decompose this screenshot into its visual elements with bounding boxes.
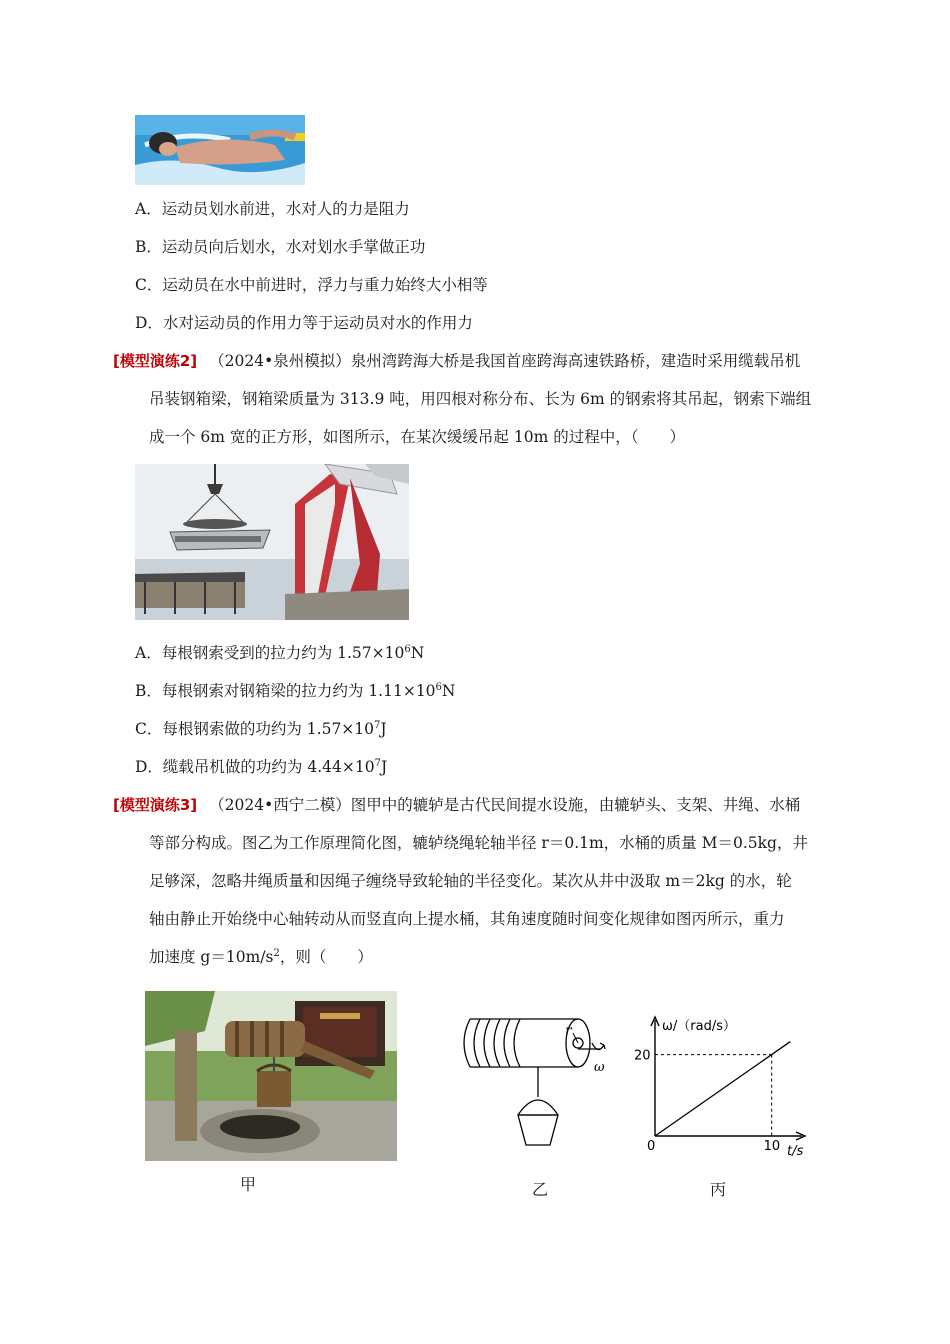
y-tick-20: 20 [634, 1048, 651, 1064]
origin-label: 0 [647, 1139, 656, 1154]
windlass-schematic [460, 1015, 620, 1165]
q1-option-b: B．运动员向后划水，水对划水手掌做正功 [135, 238, 426, 256]
caption-jia: 甲 [240, 1175, 257, 1194]
q1-option-d: D．水对运动员的作用力等于运动员对水的作用力 [135, 314, 473, 332]
q2-option-d: D．缆载吊机做的功约为 $4.44\times 10^7J$ [135, 758, 388, 776]
y-axis-label: ω/（rad/s） [662, 1019, 736, 1034]
x-axis-label: t/s [787, 1144, 804, 1159]
bridge-crane-photo [135, 464, 409, 620]
q2-stem-line-1: [模型演练2] （2024•泉州模拟）泉州湾跨海大桥是我国首座跨海高速铁路桥，建造时采用缆载吊机 [113, 352, 801, 370]
q2-option-c: C．每根钢索做的功约为 $1.57\times 10^7J$ [135, 720, 387, 738]
q2-option-b: B．每根钢索对钢箱梁的拉力约为 $1.11\times 10^6N$ [135, 682, 456, 700]
angular-velocity-chart [630, 1012, 810, 1162]
caption-bing: 丙 [710, 1180, 727, 1199]
q2-tag: [模型演练2] [113, 352, 198, 370]
bucket [518, 1115, 558, 1145]
x-tick-10: 10 [763, 1139, 781, 1154]
swimmer-photo [135, 115, 305, 185]
radius-label: r [565, 1023, 572, 1039]
windlass-photo [145, 991, 397, 1161]
q2-option-a: A．每根钢索受到的拉力约为 $1.57\times 10^6N$ [135, 644, 425, 662]
q2-stem-line-2: 吊装钢箱梁，钢箱梁质量为 313.9 吨，用四根对称分布、长为 6m 的钢索将其吊起，钢索下端组 [149, 390, 812, 408]
q3-tag: [模型演练3] [113, 796, 198, 814]
q1-option-a: A．运动员划水前进，水对人的力是阻力 [135, 200, 410, 218]
omega-series-line [655, 1042, 790, 1136]
q1-option-c: C．运动员在水中前进时，浮力与重力始终大小相等 [135, 276, 488, 294]
caption-yi: 乙 [532, 1180, 549, 1199]
q2-stem-line-3: 成一个 6m 宽的正方形，如图所示，在某次缓缓吊起 10m 的过程中，（ ） [149, 428, 685, 446]
q3-stem-line-1: [模型演练3] （2024•西宁二模）图甲中的辘轳是古代民间提水设施，由辘轳头、支架、井绳、水桶 [113, 796, 801, 814]
q3-stem-line-2: 等部分构成。图乙为工作原理简化图，辘轳绕绳轮轴半径 r＝0.1m，水桶的质量 M＝0.5kg，井 [149, 834, 808, 852]
q3-stem-line-3: 足够深，忽略井绳质量和因绳子缠绕导致轮轴的半径变化。某次从井中汲取 m＝2kg 的水，轮 [149, 872, 792, 890]
omega-label: ω [594, 1060, 605, 1075]
q3-stem-line-5: 加速度 $g=10m/s^2$，则（ ） [149, 948, 373, 966]
q3-stem-line-4: 轴由静止开始绕中心轴转动从而竖直向上提水桶，其角速度随时间变化规律如图丙所示，重力 [149, 910, 785, 928]
